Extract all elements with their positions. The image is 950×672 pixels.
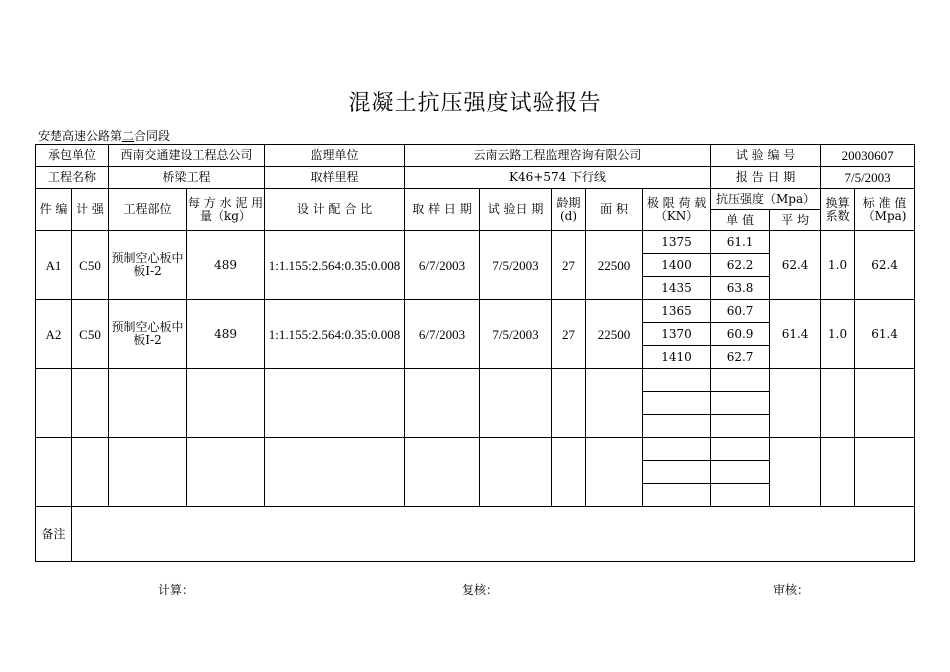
report-date-label: 报 告 日 期 bbox=[711, 167, 821, 189]
load-value: 1365 bbox=[643, 300, 711, 323]
supervisor-value: 云南云路工程监理咨询有限公司 bbox=[405, 145, 711, 167]
remark-value bbox=[72, 507, 915, 562]
average-value: 61.4 bbox=[770, 300, 821, 369]
project-value: 桥梁工程 bbox=[109, 167, 265, 189]
col-sample-date: 取 样 日 期 bbox=[405, 189, 480, 231]
remark-label: 备注 bbox=[36, 507, 72, 562]
col-single: 单 值 bbox=[711, 210, 770, 231]
empty-row bbox=[36, 438, 915, 461]
col-part: 工程部位 bbox=[109, 189, 187, 231]
cement-amount: 489 bbox=[187, 300, 265, 369]
contractor-label: 承包单位 bbox=[36, 145, 109, 167]
cement-amount: 489 bbox=[187, 231, 265, 300]
engineering-part: 预制空心板中板Ⅰ-2 bbox=[109, 300, 187, 369]
report-title: 混凝土抗压强度试验报告 bbox=[348, 91, 602, 116]
specimen-id: A2 bbox=[36, 300, 72, 369]
contract-suffix: 合同段 bbox=[134, 129, 171, 143]
standard-value: 61.4 bbox=[855, 300, 915, 369]
sample-date: 6/7/2003 bbox=[405, 231, 480, 300]
area: 22500 bbox=[586, 231, 643, 300]
load-value: 1400 bbox=[643, 254, 711, 277]
col-cement: 每 方 水 泥 用 量（kg） bbox=[187, 189, 265, 231]
col-average: 平 均 bbox=[770, 210, 821, 231]
single-value: 61.1 bbox=[711, 231, 770, 254]
single-value: 60.9 bbox=[711, 323, 770, 346]
area: 22500 bbox=[586, 300, 643, 369]
age-days: 27 bbox=[552, 231, 586, 300]
engineering-part: 预制空心板中板Ⅰ-2 bbox=[109, 231, 187, 300]
design-grade: C50 bbox=[72, 231, 109, 300]
test-date: 7/5/2003 bbox=[480, 231, 552, 300]
single-value: 63.8 bbox=[711, 277, 770, 300]
contract-prefix: 安楚高速公路第 bbox=[38, 129, 123, 143]
sample-date: 6/7/2003 bbox=[405, 300, 480, 369]
specimen-id: A1 bbox=[36, 231, 72, 300]
review-signature: 复核： bbox=[462, 583, 499, 597]
col-standard: 标 准 值 （Mpa) bbox=[855, 189, 915, 231]
design-grade: C50 bbox=[72, 300, 109, 369]
col-strength: 抗压强度（Mpa） bbox=[711, 189, 821, 210]
col-age: 龄期 (d) bbox=[552, 189, 586, 231]
contractor-value: 西南交通建设工程总公司 bbox=[109, 145, 265, 167]
load-value: 1410 bbox=[643, 346, 711, 369]
test-no-value: 20030607 bbox=[821, 145, 915, 167]
report-date-value: 7/5/2003 bbox=[821, 167, 915, 189]
load-value: 1435 bbox=[643, 277, 711, 300]
col-specimen: 件 编 bbox=[36, 189, 72, 231]
table-row bbox=[36, 300, 915, 323]
project-label: 工程名称 bbox=[36, 167, 109, 189]
mix-ratio: 1:1.155:2.564:0.35:0.008 bbox=[265, 231, 405, 300]
supervisor-label: 监理单位 bbox=[265, 145, 405, 167]
contract-segment: 二 bbox=[122, 129, 135, 143]
empty-row bbox=[36, 369, 915, 392]
table-row bbox=[36, 231, 915, 254]
contract-section bbox=[38, 127, 170, 144]
standard-value: 62.4 bbox=[855, 231, 915, 300]
col-test-date: 试 验日 期 bbox=[480, 189, 552, 231]
col-load: 极 限 荷 载（KN） bbox=[643, 189, 711, 231]
single-value: 62.7 bbox=[711, 346, 770, 369]
sampling-label: 取样里程 bbox=[265, 167, 405, 189]
col-mix: 设 计 配 合 比 bbox=[265, 189, 405, 231]
average-value: 62.4 bbox=[770, 231, 821, 300]
mix-ratio: 1:1.155:2.564:0.35:0.008 bbox=[265, 300, 405, 369]
conversion-factor: 1.0 bbox=[821, 231, 855, 300]
conversion-factor: 1.0 bbox=[821, 300, 855, 369]
test-date: 7/5/2003 bbox=[480, 300, 552, 369]
sampling-value: K46+574 下行线 bbox=[405, 167, 711, 189]
load-value: 1370 bbox=[643, 323, 711, 346]
test-no-label: 试 验 编 号 bbox=[711, 145, 821, 167]
single-value: 60.7 bbox=[711, 300, 770, 323]
single-value: 62.2 bbox=[711, 254, 770, 277]
calc-signature: 计算： bbox=[158, 583, 195, 597]
col-area: 面 积 bbox=[586, 189, 643, 231]
age-days: 27 bbox=[552, 300, 586, 369]
report-table bbox=[35, 144, 915, 562]
col-design: 计 强 bbox=[72, 189, 109, 231]
col-factor: 换算 系数 bbox=[821, 189, 855, 231]
audit-signature: 审核： bbox=[773, 583, 810, 597]
load-value: 1375 bbox=[643, 231, 711, 254]
